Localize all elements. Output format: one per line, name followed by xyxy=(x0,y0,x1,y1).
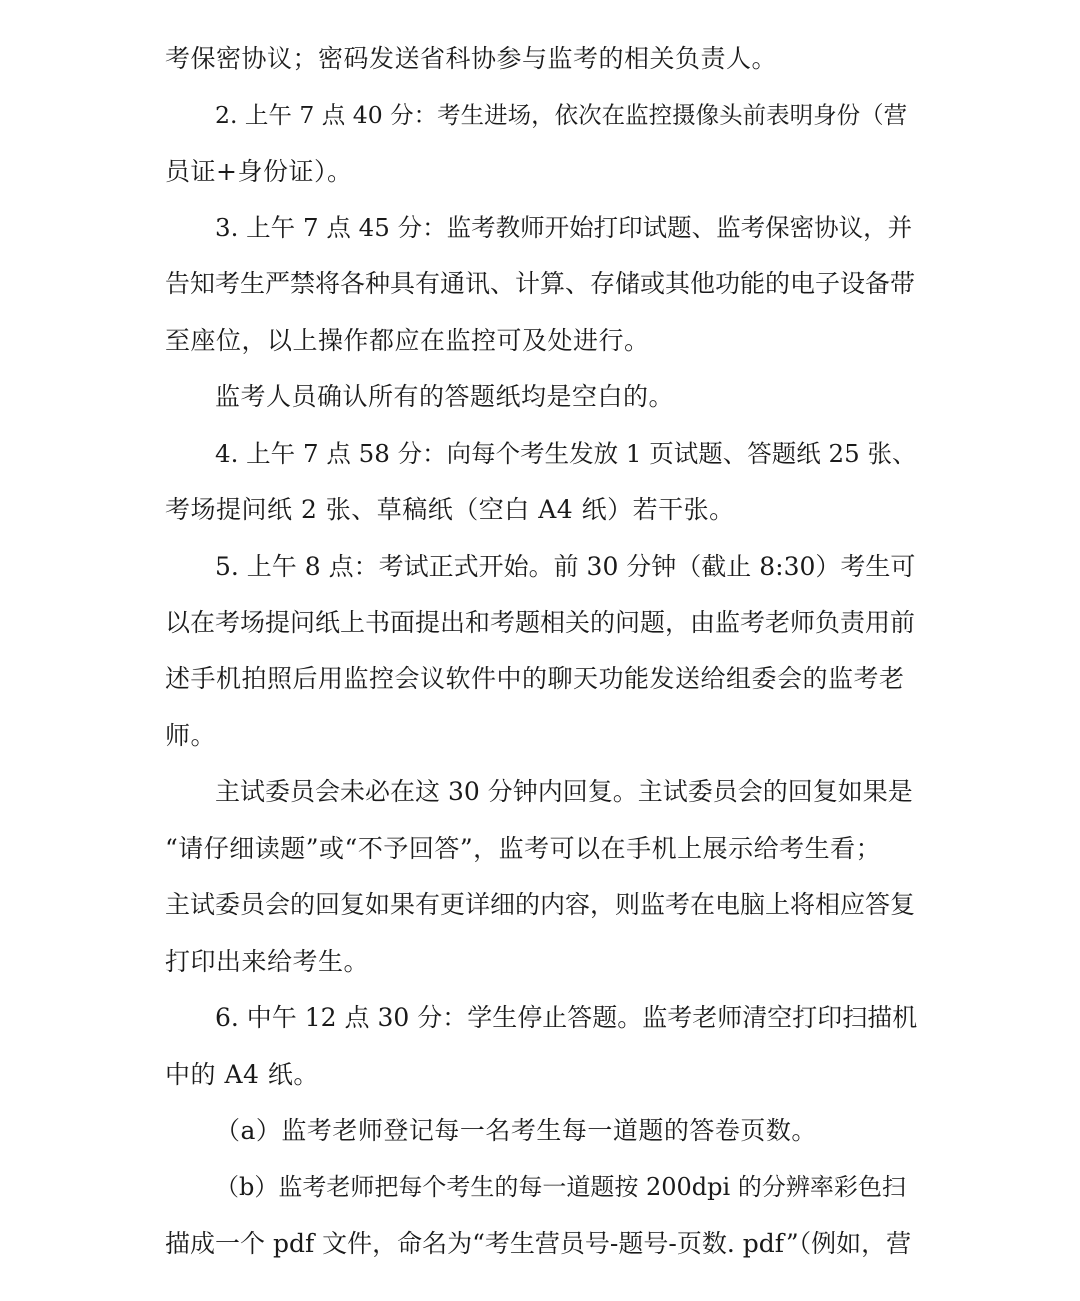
text-line: 考场提问纸 2 张、草稿纸（空白 A4 纸）若干张。 xyxy=(165,495,735,524)
text-line: 打印出来给考生。 xyxy=(165,947,370,976)
text-line: 员证+身份证）。 xyxy=(165,157,353,186)
item-5-line: 5. 上午 8 点：考试正式开始。前 30 分钟（截止 8:30）考生可 xyxy=(215,552,916,581)
paragraph-line: 监考人员确认所有的答题纸均是空白的。 xyxy=(215,382,675,411)
paragraph-line: 主试委员会未必在这 30 分钟内回复。主试委员会的回复如果是 xyxy=(215,777,913,806)
subitem-a-line: （a）监考老师登记每一名考生每一道题的答卷页数。 xyxy=(215,1116,817,1145)
item-4-line: 4. 上午 7 点 58 分：向每个考生发放 1 页试题、答题纸 25 张、 xyxy=(215,439,917,468)
item-6-line: 6. 中午 12 点 30 分：学生停止答题。监考老师清空打印扫描机 xyxy=(215,1003,918,1032)
text-line: 以在考场提问纸上书面提出和考题相关的问题，由监考老师负责用前 xyxy=(165,608,916,637)
text-line: 至座位，以上操作都应在监控可及处进行。 xyxy=(165,326,650,355)
text-line: 描成一个 pdf 文件，命名为“考生营员号-题号-页数. pdf”（例如，营 xyxy=(165,1229,912,1258)
subitem-b-line: （b）监考老师把每个考生的每一道题按 200dpi 的分辨率彩色扫 xyxy=(215,1173,906,1201)
item-3-line: 3. 上午 7 点 45 分：监考教师开始打印试题、监考保密协议，并 xyxy=(215,213,913,242)
text-line: 中的 A4 纸。 xyxy=(165,1060,319,1089)
text-line: 师。 xyxy=(165,721,217,750)
item-2-line: 2. 上午 7 点 40 分：考生进场，依次在监控摄像头前表明身份（营 xyxy=(215,101,908,129)
text-line: “请仔细读题”或“不予回答”，监考可以在手机上展示给考生看； xyxy=(165,834,882,863)
text-line: 告知考生严禁将各种具有通讯、计算、存储或其他功能的电子设备带 xyxy=(165,269,916,298)
text-line: 主试委员会的回复如果有更详细的内容，则监考在电脑上将相应答复 xyxy=(165,890,916,919)
document-page xyxy=(165,0,917,1301)
text-line: 考保密协议；密码发送省科协参与监考的相关负责人。 xyxy=(165,44,778,73)
text-line: 述手机拍照后用监控会议软件中的聊天功能发送给组委会的监考老 xyxy=(165,664,905,693)
